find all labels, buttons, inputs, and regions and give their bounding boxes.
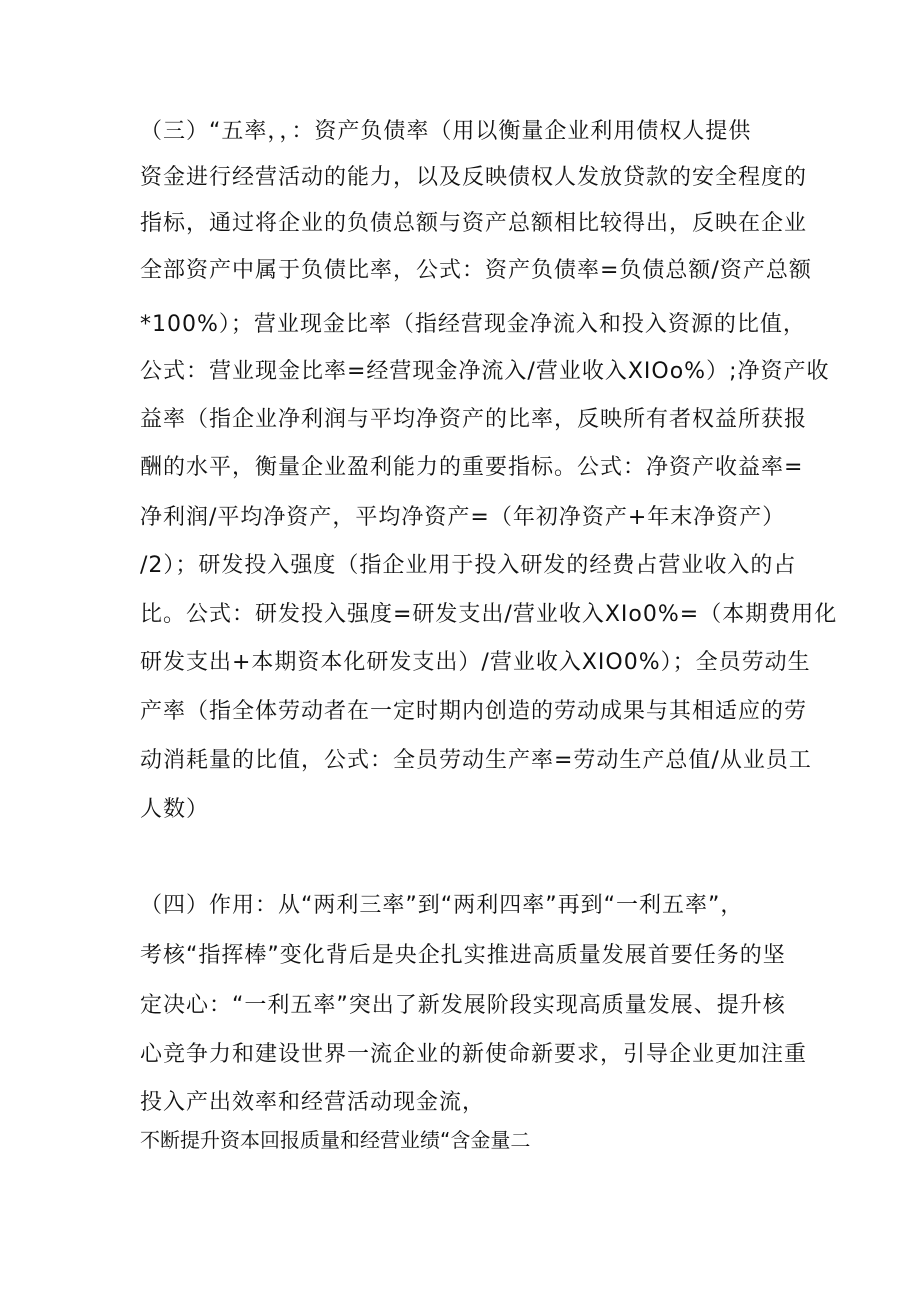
text-line: 人数） <box>140 797 210 822</box>
text-line: 考核“指挥棒”变化背后是央企扎实推进高质量发展首要任务的坚 <box>140 943 786 968</box>
text-line: 净利润/平均净资产，平均净资产=（年初净资产+年末净资产） <box>140 505 786 530</box>
text-line: 研发支出+本期资本化研发支出）/营业收入XIO0%）；全员劳动生 <box>140 650 811 675</box>
text-line: 心竞争力和建设世界一流企业的新使命新要求，引导企业更加注重 <box>140 1042 808 1067</box>
text-line: 投入产出效率和经营活动现金流， <box>140 1090 486 1115</box>
text-line: 指标，通过将企业的负债总额与资产总额相比较得出，反映在企业 <box>140 211 808 236</box>
text-line: 不断提升资本回报质量和经营业绩“含金量二 <box>140 1128 531 1152</box>
text-line: 酬的水平，衡量企业盈利能力的重要指标。公式：净资产收益率= <box>140 455 804 480</box>
text-line: 公式：营业现金比率=经营现金净流入/营业收入XIOo%）;净资产收 <box>140 359 830 384</box>
text-line: 产率（指全体劳动者在一定时期内创造的劳动成果与其相适应的劳 <box>140 699 808 724</box>
text-line: /2）；研发投入强度（指企业用于投入研发的经费占营业收入的占 <box>140 553 797 578</box>
text-line: *100%）；营业现金比率（指经营现金净流入和投入资源的比值， <box>140 312 806 337</box>
text-line: 定决心：“一利五率”突出了新发展阶段实现高质量发展、提升核 <box>140 993 786 1018</box>
text-line: 益率（指企业净利润与平均净资产的比率，反映所有者权益所获报 <box>140 407 808 432</box>
text-line: （三）“五率，，：资产负债率（用以衡量企业利用债权人提供 <box>140 119 752 144</box>
text-line: 动消耗量的比值，公式：全员劳动生产率=劳动生产总值/从业员工 <box>140 748 812 773</box>
text-line: 全部资产中属于负债比率，公式：资产负债率=负债总额/资产总额 <box>140 258 812 283</box>
text-line: 资金进行经营活动的能力，以及反映债权人发放贷款的安全程度的 <box>140 165 808 190</box>
text-line: 比。公式：研发投入强度=研发支出/营业收入XIo0%=（本期费用化 <box>140 602 838 627</box>
text-line: （四）作用：从“两利三率”到“两利四率”再到“一利五率”， <box>140 893 744 918</box>
